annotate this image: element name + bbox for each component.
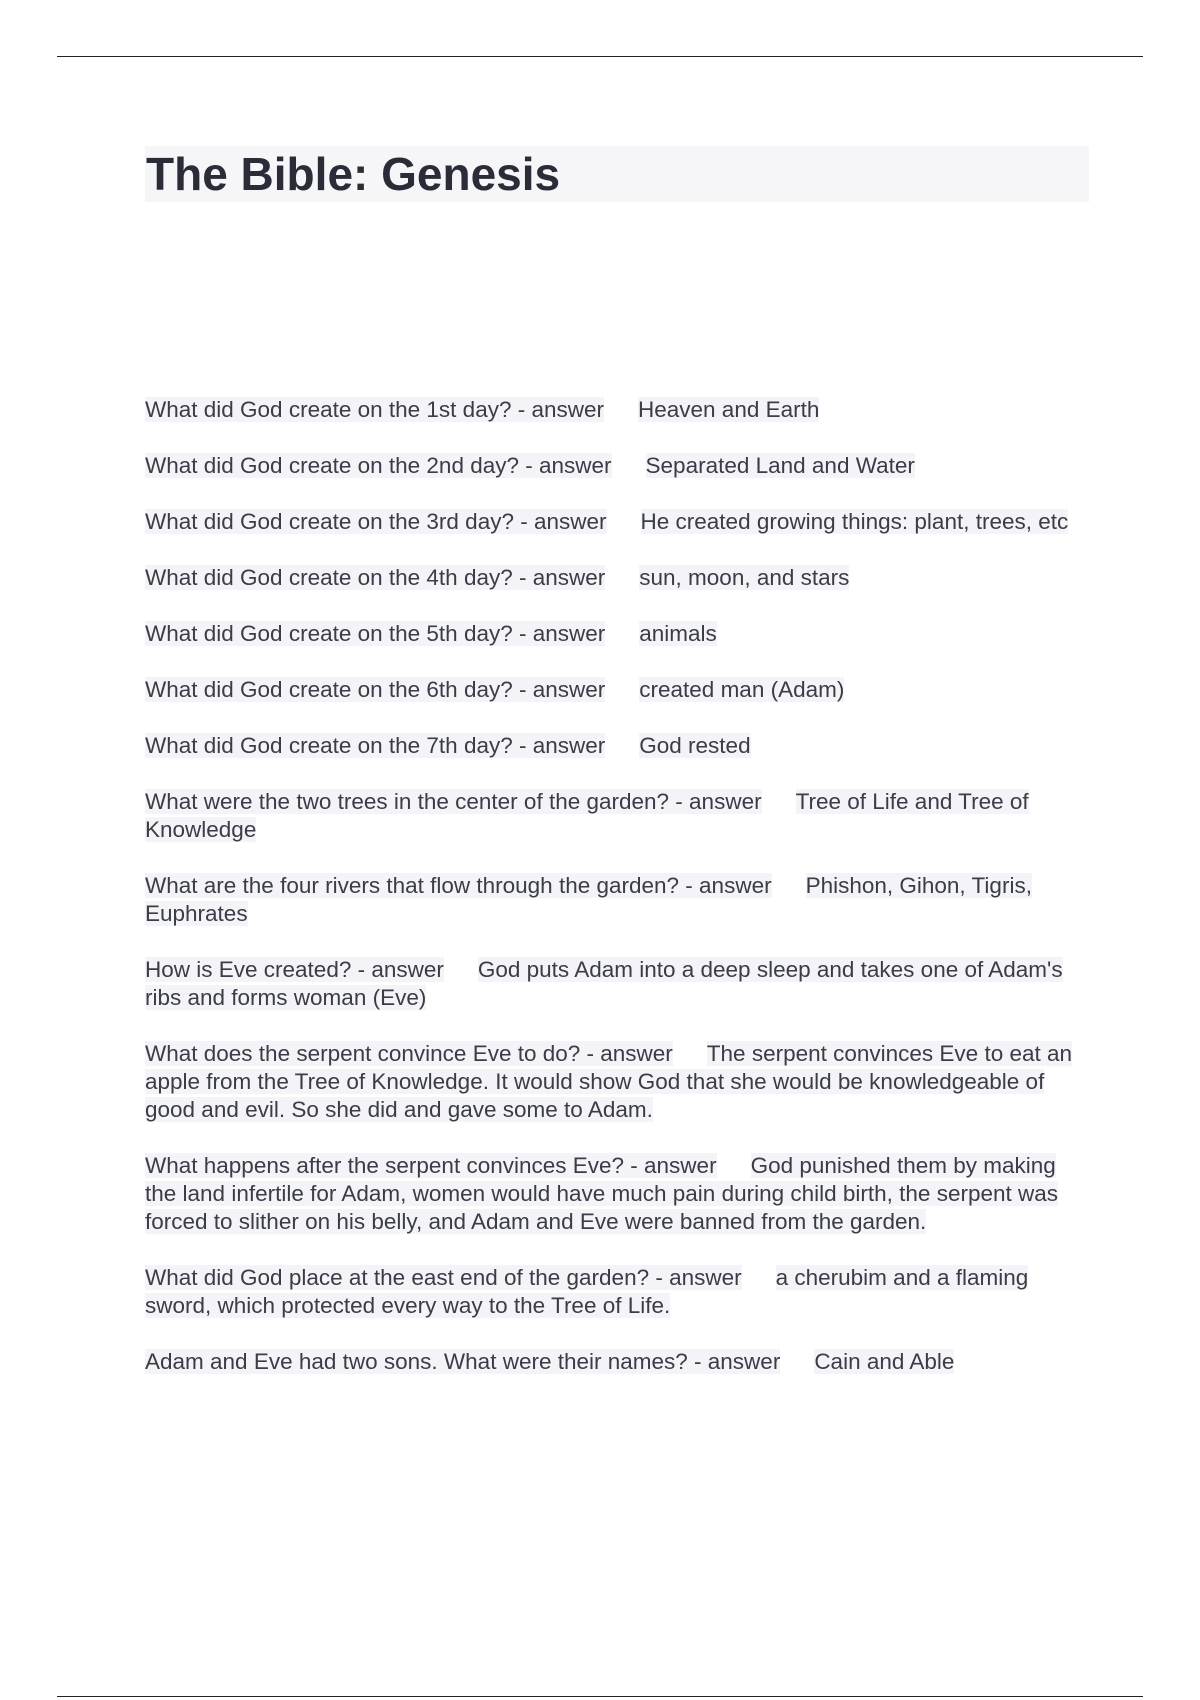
qa-question: What were the two trees in the center of the garden? - answer bbox=[145, 789, 762, 814]
qa-answer: Tree of Life and Tree of Knowledge bbox=[145, 789, 1029, 842]
qa-question: What did God create on the 6th day? - answer bbox=[145, 677, 606, 702]
qa-item bbox=[145, 1040, 1080, 1124]
qa-list bbox=[145, 396, 1080, 1404]
qa-answer: God punished them by making the land infertile for Adam, women would have much pain during child birth, the serpent was forced to slither on his belly, and Adam and Eve were banned from the garden. bbox=[145, 1153, 1059, 1234]
qa-answer: Phishon, Gihon, Tigris, Euphrates bbox=[145, 873, 1032, 926]
qa-item bbox=[145, 1348, 1080, 1376]
qa-answer: a cherubim and a flaming sword, which protected every way to the Tree of Life. bbox=[145, 1265, 1029, 1318]
top-rule bbox=[57, 56, 1143, 57]
qa-question: What does the serpent convince Eve to do? - answer bbox=[145, 1041, 673, 1066]
qa-answer: God puts Adam into a deep sleep and takes one of Adam's ribs and forms woman (Eve) bbox=[145, 957, 1063, 1010]
qa-answer: Separated Land and Water bbox=[645, 453, 915, 478]
qa-item bbox=[145, 676, 1080, 704]
qa-question: What did God create on the 1st day? - answer bbox=[145, 397, 604, 422]
qa-item bbox=[145, 564, 1080, 592]
qa-item bbox=[145, 1264, 1080, 1320]
qa-answer: sun, moon, and stars bbox=[639, 565, 850, 590]
qa-question: What happens after the serpent convinces Eve? - answer bbox=[145, 1153, 717, 1178]
qa-item bbox=[145, 508, 1080, 536]
qa-item bbox=[145, 872, 1080, 928]
qa-item bbox=[145, 732, 1080, 760]
qa-question: What did God create on the 7th day? - answer bbox=[145, 733, 606, 758]
qa-question: Adam and Eve had two sons. What were their names? - answer bbox=[145, 1349, 781, 1374]
qa-item bbox=[145, 956, 1080, 1012]
qa-answer: created man (Adam) bbox=[639, 677, 845, 702]
qa-question: What did God place at the east end of the garden? - answer bbox=[145, 1265, 742, 1290]
qa-item bbox=[145, 452, 1080, 480]
qa-item bbox=[145, 620, 1080, 648]
qa-question: What did God create on the 4th day? - answer bbox=[145, 565, 606, 590]
qa-question: What did God create on the 5th day? - answer bbox=[145, 621, 606, 646]
qa-question: What did God create on the 2nd day? - answer bbox=[145, 453, 612, 478]
bottom-rule bbox=[57, 1696, 1143, 1697]
qa-question: How is Eve created? - answer bbox=[145, 957, 444, 982]
qa-item bbox=[145, 788, 1080, 844]
qa-answer: animals bbox=[639, 621, 717, 646]
qa-item bbox=[145, 1152, 1080, 1236]
qa-answer: The serpent convinces Eve to eat an apple from the Tree of Knowledge. It would show God that she would be knowledgeable of good and evil. So she did and gave some to Adam. bbox=[145, 1041, 1073, 1122]
qa-question: What did God create on the 3rd day? - answer bbox=[145, 509, 607, 534]
document-title: The Bible: Genesis bbox=[146, 148, 561, 200]
qa-item bbox=[145, 396, 1080, 424]
qa-answer: God rested bbox=[639, 733, 751, 758]
qa-answer: Cain and Able bbox=[814, 1349, 955, 1374]
qa-question: What are the four rivers that flow through the garden? - answer bbox=[145, 873, 772, 898]
qa-answer: Heaven and Earth bbox=[638, 397, 820, 422]
qa-answer: He created growing things: plant, trees, etc bbox=[640, 509, 1069, 534]
